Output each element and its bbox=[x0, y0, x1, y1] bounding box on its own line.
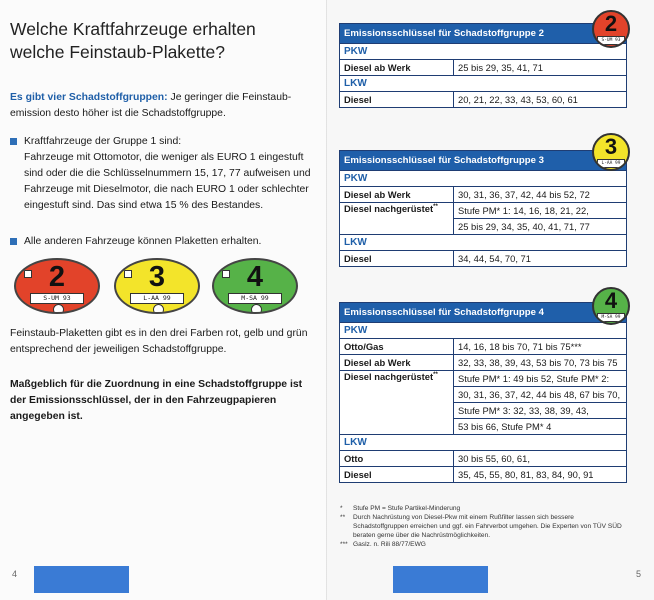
badge-group-3 bbox=[592, 133, 630, 171]
plakette-number: 3 bbox=[148, 261, 166, 293]
footnote-text: Stufe PM = Stufe Partikel-Minderung bbox=[353, 505, 461, 512]
table-header: Emissionsschlüssel für Schadstoffgruppe 2 bbox=[340, 24, 627, 44]
page-title: Welche Kraftfahrzeuge erhalten welche Feinstaub-Plakette? bbox=[10, 19, 256, 62]
row-value: 34, 44, 54, 70, 71 bbox=[454, 251, 627, 267]
row-label: Otto/Gas bbox=[340, 339, 454, 355]
footer-blue-bar bbox=[393, 566, 488, 593]
page-number-left: 4 bbox=[12, 569, 18, 579]
row-label: Diesel nachgerüstet bbox=[344, 371, 434, 382]
row-value: 25 bis 29, 34, 35, 40, 41, 71, 77 bbox=[454, 219, 627, 235]
category-pkw: PKW bbox=[340, 171, 627, 187]
row-label: Diesel bbox=[340, 251, 454, 267]
category-lkw: LKW bbox=[340, 235, 627, 251]
badge-number: 4 bbox=[604, 288, 618, 313]
category-lkw: LKW bbox=[340, 76, 627, 92]
row-label: Diesel nachgerüstet bbox=[344, 203, 434, 214]
table-header: Emissionsschlüssel für Schadstoffgruppe 3 bbox=[340, 151, 627, 171]
table-group-4 bbox=[339, 302, 627, 483]
plakette-number: 4 bbox=[246, 261, 264, 293]
intro-lead: Es gibt vier Schadstoffgruppen: bbox=[10, 92, 168, 103]
row-label: Diesel ab Werk bbox=[340, 355, 454, 371]
row-value: 53 bis 66, Stufe PM* 4 bbox=[454, 419, 627, 435]
badge-plate: L-AA 99 bbox=[597, 159, 625, 168]
footnote-mark: *** bbox=[340, 541, 348, 548]
row-value: 32, 33, 38, 39, 43, 53 bis 70, 73 bis 75 bbox=[454, 355, 627, 371]
plakette-plate: L-AA 99 bbox=[130, 293, 184, 304]
bullet1-body: Fahrzeuge mit Ottomotor, die weniger als EURO 1 eingestuft sind oder die die Schlüsselnummern 15, 17, 77 aufweisen und Fahrzeuge mit Dieselmotor, die nach EURO 1 oder schlechter eingestuft sind. Das sind etwa 15 % des Bestandes. bbox=[24, 152, 311, 211]
category-pkw: PKW bbox=[340, 323, 627, 339]
badge-plate: M-SA 99 bbox=[597, 313, 625, 322]
table-header: Emissionsschlüssel für Schadstoffgruppe 4 bbox=[340, 303, 627, 323]
row-label-cell bbox=[340, 371, 454, 435]
intro-rest: Je geringer die Feinstaub-emission desto höher ist die Schadstoffgruppe. bbox=[10, 92, 292, 119]
row-mark: ** bbox=[433, 371, 438, 378]
footer-blue-bar bbox=[34, 566, 129, 593]
footnote-text: Gaslz. n. Rili 88/77/EWG bbox=[353, 541, 426, 548]
plakette-red bbox=[14, 258, 100, 314]
row-value: 14, 16, 18 bis 70, 71 bis 75*** bbox=[454, 339, 627, 355]
row-value: 35, 45, 55, 80, 81, 83, 84, 90, 91 bbox=[454, 467, 627, 483]
tuev-seal-icon bbox=[53, 304, 64, 314]
footnote bbox=[340, 504, 630, 513]
plakette-plate: M-SA 99 bbox=[228, 293, 282, 304]
table-group-3 bbox=[339, 150, 627, 267]
row-label: Diesel ab Werk bbox=[340, 60, 454, 76]
bullet-square-icon bbox=[10, 238, 17, 245]
footnote-mark: * bbox=[340, 505, 343, 512]
row-value: 30 bis 55, 60, 61, bbox=[454, 451, 627, 467]
row-label: Diesel bbox=[340, 92, 454, 108]
row-label: Diesel ab Werk bbox=[340, 187, 454, 203]
page-number-right: 5 bbox=[636, 569, 642, 579]
row-value: Stufe PM* 1: 14, 16, 18, 21, 22, bbox=[454, 203, 627, 219]
category-lkw: LKW bbox=[340, 435, 627, 451]
plakette-plate: S-UM 93 bbox=[30, 293, 84, 304]
bullet2-text: Alle anderen Fahrzeuge können Plaketten erhalten. bbox=[24, 236, 262, 247]
row-value: Stufe PM* 3: 32, 33, 38, 39, 43, bbox=[454, 403, 627, 419]
footnote bbox=[340, 513, 630, 540]
row-label: Otto bbox=[340, 451, 454, 467]
footnotes bbox=[340, 504, 630, 549]
bullet1-heading: Kraftfahrzeuge der Gruppe 1 sind: bbox=[24, 136, 182, 147]
badge-number: 3 bbox=[604, 134, 618, 159]
table-group-2 bbox=[339, 23, 627, 108]
footnote-text: Durch Nachrüstung von Diesel-Pkw mit einem Rußfilter lassen sich bessere Schadstoffgruppen erreichen und ggf. ein Fahrverbot umgehen. Die Experten von TÜV SÜD beraten gerne über die Nachrüstmöglichkeiten. bbox=[353, 514, 622, 539]
row-label: Diesel bbox=[340, 467, 454, 483]
row-value: Stufe PM* 1: 49 bis 52, Stufe PM* 2: bbox=[454, 371, 627, 387]
row-mark: ** bbox=[433, 203, 438, 210]
row-value: 30, 31, 36, 37, 42, 44 bis 52, 72 bbox=[454, 187, 627, 203]
row-value: 20, 21, 22, 33, 43, 53, 60, 61 bbox=[454, 92, 627, 108]
plakette-green bbox=[212, 258, 298, 314]
footnote bbox=[340, 540, 630, 549]
tuev-seal-icon bbox=[153, 304, 164, 314]
tuev-seal-icon bbox=[251, 304, 262, 314]
bullet-square-icon bbox=[10, 138, 17, 145]
intro-paragraph bbox=[10, 90, 310, 122]
emission-key-paragraph: Maßgeblich für die Zuordnung in eine Schadstoffgruppe ist der Emissionsschlüssel, der in den Fahrzeugpapieren angegeben ist. bbox=[10, 379, 303, 422]
badge-number: 2 bbox=[604, 11, 618, 36]
category-pkw: PKW bbox=[340, 44, 627, 60]
badge-group-4 bbox=[592, 287, 630, 325]
badge-plate: S-UM 93 bbox=[597, 36, 625, 45]
row-label-cell bbox=[340, 203, 454, 235]
plakette-number: 2 bbox=[48, 261, 66, 293]
badge-group-2 bbox=[592, 10, 630, 48]
row-value: 30, 31, 36, 37, 42, 44 bis 48, 67 bis 70, bbox=[454, 387, 627, 403]
row-value: 25 bis 29, 35, 41, 71 bbox=[454, 60, 627, 76]
footnote-mark: ** bbox=[340, 514, 346, 521]
bullet-group-1 bbox=[10, 134, 312, 214]
plakette-yellow bbox=[114, 258, 200, 314]
bullet-all-others bbox=[10, 234, 312, 250]
colors-paragraph: Feinstaub-Plaketten gibt es in den drei Farben rot, gelb und grün entsprechend der jeweiligen Schadstoffgruppe. bbox=[10, 328, 308, 355]
